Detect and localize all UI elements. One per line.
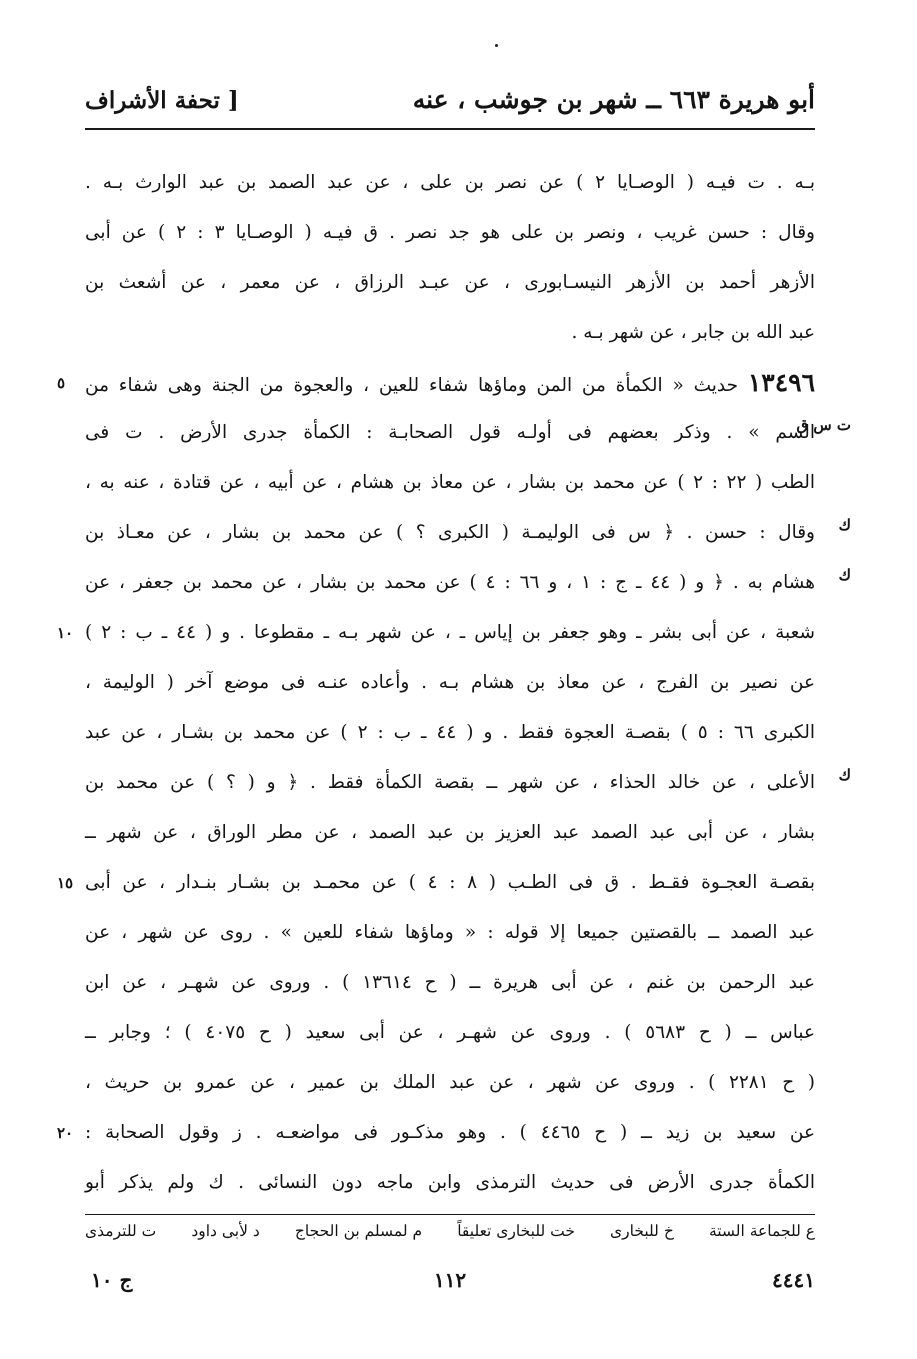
- line-text: بشار ، عن أبى عبد الصمد عبد العزيز بن عبد الصمد ، عن مطر الوراق ، عن شهر ــ: [85, 822, 815, 843]
- line-text: السم » . وذكر بعضهم فى أولـه قول الصحابـة : الكمأة جدرى الأرض . ت فى: [85, 422, 815, 443]
- record-number: ٤٤٤١: [772, 1268, 815, 1292]
- page-footer: [85, 1268, 815, 1302]
- line-text: بقصـة العجـوة فقـط . ق فى الطـب ( ٨ : ٤ ) عن محمـد بن بشـار بنـدار ، عن أبى: [85, 872, 815, 893]
- text-line: [57, 1108, 815, 1158]
- line-content: [85, 872, 815, 893]
- line-content: [85, 672, 815, 693]
- text-line: [57, 858, 815, 908]
- text-line: [85, 708, 815, 758]
- hadith-number: ١٣٤٩٦: [747, 368, 815, 397]
- page-number: ١١٢: [433, 1268, 467, 1292]
- line-content: [571, 322, 815, 343]
- text-line: [85, 558, 851, 608]
- line-content: [85, 1072, 815, 1093]
- text-line: [57, 358, 815, 408]
- line-text: عبد الله بن جابر ، عن شهر بـه .: [571, 322, 815, 343]
- line-content: [85, 272, 815, 293]
- line-text: عن سعيد بن زيد ــ ( ح ٤٤٦٥ ) . وهو مذكـور فى مواضعـه . ز وقول الصحابة :: [85, 1122, 815, 1143]
- line-text: الأعلى ، عن خالد الحذاء ، عن شهر ــ بقصة الكمأة فقط . ﴿ و ( ؟ ) عن محمد بن: [85, 772, 815, 793]
- footnote-rule: [85, 1214, 815, 1215]
- text-line: [85, 1158, 815, 1208]
- text-line: [85, 658, 815, 708]
- line-text: الطب ( ٢٢ : ٢ ) عن محمد بن بشار ، عن معاذ بن هشام ، عن أبيه ، عن قتادة ، عنه به ،: [85, 472, 815, 493]
- line-text: وقال : حسن . ﴿ س فى الوليمـة ( الكبرى ؟ ) عن محمد بن بشار ، عن معـاذ بن: [85, 522, 815, 543]
- line-content: [85, 622, 815, 643]
- line-number-marker: ٢٠: [57, 1124, 74, 1142]
- abbreviation-item: د لأبى داود: [191, 1222, 260, 1240]
- line-content: [85, 1172, 815, 1193]
- line-content: [85, 472, 815, 493]
- line-content: [85, 822, 815, 843]
- text-line: [85, 958, 815, 1008]
- text-line: [85, 408, 851, 458]
- abbreviation-item: خ للبخارى: [610, 1222, 674, 1240]
- text-line: [85, 458, 815, 508]
- text-line: [85, 308, 815, 358]
- header-title-left: [ تحفة الأشراف: [85, 87, 239, 114]
- abbreviation-item: ع للجماعة الستة: [708, 1222, 815, 1240]
- line-text: هشام به . ﴿ و ( ٤٤ ـ ج : ١ ، و ٦٦ : ٤ ) عن محمد بن بشار ، عن محمد بن جعفر ، عن: [85, 572, 816, 593]
- line-content: [85, 972, 815, 993]
- line-text: حديث « الكمأة من المن وماؤها شفاء للعين ، والعجوة من الجنة وهى شفاء من: [85, 375, 739, 396]
- text-line: [85, 758, 851, 808]
- header-rule: [85, 128, 815, 130]
- line-number-marker: ١٠: [57, 624, 74, 642]
- line-number-marker: ٥: [57, 374, 66, 392]
- text-line: [85, 508, 851, 558]
- line-content: [85, 722, 815, 743]
- line-content: [85, 1122, 815, 1143]
- text-line: [85, 208, 815, 258]
- line-text: عبد الصمد ــ بالقصتين جميعا إلا قوله : « وماؤها شفاء للعين » . روى عن شهر ، عن: [85, 922, 815, 943]
- line-text: وقال : حسن غريب ، ونصر بن على هو جد نصر . ق فيـه ( الوصـايا ٣ : ٢ ) عن أبى: [85, 222, 815, 243]
- text-line: [85, 808, 815, 858]
- header-title-right: أبو هريرة ٦٦٣ ــ شهر بن جوشب ، عنه: [412, 85, 815, 114]
- text-line: [85, 258, 815, 308]
- line-content: [85, 772, 815, 793]
- text-line: [85, 908, 815, 958]
- source-sigla: ت س ق: [796, 416, 851, 434]
- abbreviations-key: [85, 1222, 815, 1256]
- line-content: [85, 368, 815, 397]
- source-sigla: ك: [838, 766, 851, 784]
- line-content: [85, 922, 815, 943]
- line-content: [85, 172, 815, 193]
- text-line: [85, 158, 815, 208]
- text-line: [57, 608, 815, 658]
- running-header: [85, 85, 815, 125]
- line-text: الكبرى ٦٦ : ٥ ) بقصـة العجوة فقط . و ( ٤٤ ـ ب : ٢ ) عن محمد بن بشـار ، عن عبد: [85, 722, 815, 743]
- body-text: [57, 158, 851, 1208]
- line-content: [85, 572, 815, 593]
- line-text: عباس ــ ( ح ٥٦٨٣ ) . وروى عن شهـر ، عن أبى سعيد ( ح ٤٠٧٥ ) ؛ وجابر ــ: [85, 1022, 815, 1043]
- line-content: [85, 522, 815, 543]
- line-content: [85, 422, 815, 443]
- text-line: [85, 1008, 815, 1058]
- line-text: بـه . ت فيـه ( الوصـايا ٢ ) عن نصر بن على ، عن عبد الصمد بن عبد الوارث بـه .: [85, 172, 815, 193]
- line-text: شعبة ، عن أبى بشر ـ وهو جعفر بن إياس ـ ، عن شهر بـه ـ مقطوعا . و ( ٤٤ ـ ب : ٢ ): [85, 622, 815, 643]
- abbreviation-item: م لمسلم بن الحجاج: [294, 1222, 423, 1240]
- page-speck: [495, 44, 498, 47]
- volume-number: ج ١٠: [91, 1268, 133, 1292]
- line-text: الأزهر أحمد بن الأزهر النيسـابورى ، عن عبـد الرزاق ، عن معمر ، عن أشعث بن: [85, 272, 815, 293]
- line-text: عن نصير بن الفرج ، عن معاذ بن هشام بـه . وأعاده عنـه فى موضع آخر ( الوليمة ،: [85, 672, 815, 693]
- abbreviation-item: خت للبخارى تعليقاً: [457, 1222, 575, 1240]
- source-sigla: ك: [838, 516, 851, 534]
- line-number-marker: ١٥: [57, 874, 74, 892]
- line-text: الكمأة جدرى الأرض فى حديث الترمذى وابن ماجه دون النسائى . ك ولم يذكر أبو: [85, 1172, 815, 1193]
- line-content: [85, 1022, 815, 1043]
- source-sigla: ك: [838, 566, 851, 584]
- text-line: [85, 1058, 815, 1108]
- line-content: [85, 222, 815, 243]
- line-text: عبد الرحمن بن غنم ، عن أبى هريرة ــ ( ح ١٣٦١٤ ) . وروى عن شهـر ، عن ابن: [85, 972, 815, 993]
- line-text: ( ح ٢٢٨١ ) . وروى عن شهر ، عن عبد الملك بن عمير ، عن عمرو بن حريث ،: [85, 1072, 815, 1093]
- abbreviation-item: ت للترمذى: [85, 1222, 157, 1240]
